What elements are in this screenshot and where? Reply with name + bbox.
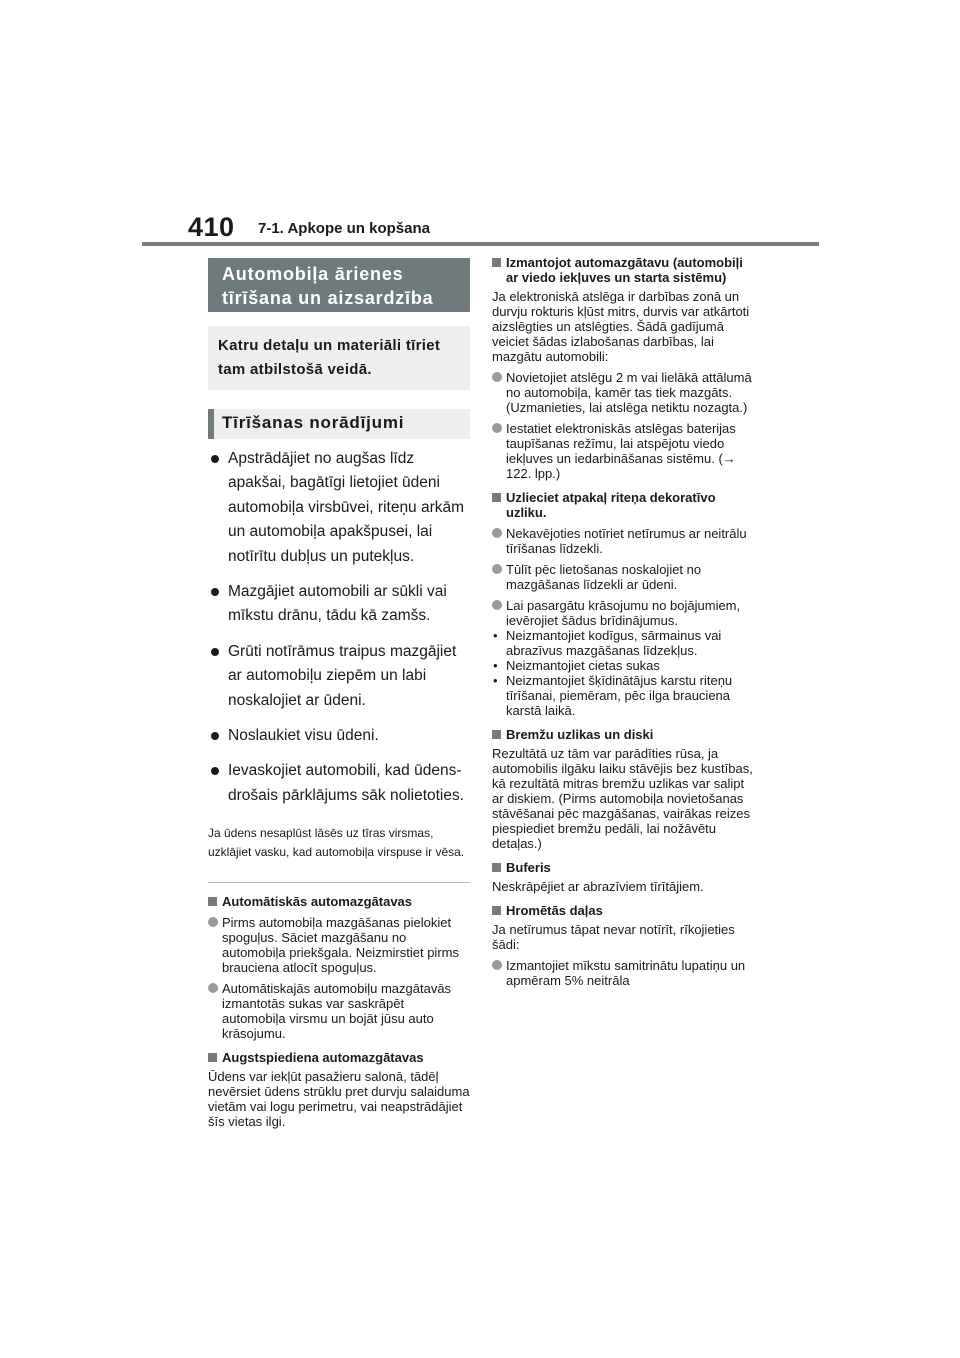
wheel-cover-heading: Uzlieciet atpakaļ riteņa dekoratīvo uzliku. bbox=[492, 490, 758, 520]
bumper-heading: Buferis bbox=[492, 860, 758, 875]
list-item: Ievaskojiet automobili, kad ūdensdrošais pārklājums sāk nolietoties. bbox=[208, 759, 470, 808]
high-pressure-text: Ūdens var iekļūt pasažieru salonā, tādēļ nevērsiet ūdens strūklu pret durvju salaiduma vietām vai logu perimetru, vai neapstrādājiet šīs vietas ilgi. bbox=[208, 1068, 470, 1129]
list-item: Iestatiet elektroniskās atslēgas baterijas taupīšanas režīmu, lai atspējotu viedo iekļuves un iedarbināšanas sistēmu. (→ 122. lpp.) bbox=[492, 421, 758, 481]
chrome-heading: Hromētās daļas bbox=[492, 903, 758, 918]
list-item: Pirms automobiļa mazgāšanas pielokiet spoguļus. Sāciet mazgāšanu no automobiļa priekšgala. Neizmirstiet pirms brauciena atlocīt spoguļus. bbox=[208, 915, 470, 975]
section-title: Automobiļa ārienes tīrīšana un aizsardzība bbox=[208, 258, 470, 312]
header-rule bbox=[142, 242, 819, 246]
brakes-text: Rezultātā uz tām var parādīties rūsa, ja automobilis ilgāku laiku stāvējis bez kustības, kā rezultātā mitras bremžu uzlikas var salipt ar diskiem. (Pirms automobiļa novietošanas stāvēšanai pēc mazgāšanas, vairākas reizes piespiediet bremžu pedāli, lai nožāvētu detaļas.) bbox=[492, 746, 753, 851]
list-item: Nekavējoties notīriet netīrumus ar neitrālu tīrīšanas līdzekli. bbox=[492, 526, 758, 556]
chrome-text: Ja netīrumus tāpat nevar notīrīt, rīkojieties šādi: bbox=[492, 922, 735, 952]
list-item: Izmantojiet mīkstu samitrinātu lupatiņu un apmēram 5% neitrāla bbox=[492, 958, 758, 988]
cleaning-steps-list bbox=[208, 447, 470, 808]
list-item: • Neizmantojiet kodīgus, sārmainus vai abrazīvus mazgāšanas līdzekļus. bbox=[492, 628, 758, 658]
right-column bbox=[492, 255, 758, 988]
wax-note: Ja ūdens nesaplūst lāsēs uz tīras virsmas, uzklājiet vasku, kad automobiļa virspuse ir vēsa. bbox=[208, 825, 465, 859]
bumper-text: Neskrāpējiet ar abrazīviem tīrītājiem. bbox=[492, 879, 704, 894]
notes-left bbox=[208, 894, 470, 1129]
auto-wash-heading: Automātiskās automazgātavas bbox=[208, 894, 470, 909]
list-item: Automātiskajās automobiļu mazgātavās izmantotās sukas var saskrāpēt automobiļa virsmu un bojāt jūsu auto krāsojumu. bbox=[208, 981, 470, 1041]
cleaning-instructions-heading: Tīrīšanas norādījumi bbox=[208, 409, 470, 439]
chapter-title: 7-1. Apkope un kopšana bbox=[258, 220, 430, 237]
brakes-heading: Bremžu uzlikas un diski bbox=[492, 727, 758, 742]
wheel-cover-warnings bbox=[492, 628, 758, 718]
left-column bbox=[208, 258, 470, 1129]
smart-entry-heading: Izmantojot automazgātavu (automobiļi ar viedo iekļuves un starta sistēmu) bbox=[492, 255, 758, 285]
high-pressure-heading: Augstspiediena automazgātavas bbox=[208, 1050, 470, 1065]
list-item: Lai pasargātu krāsojumu no bojājumiem, ievērojiet šādus brīdinājumus. bbox=[492, 598, 758, 628]
list-item: • Neizmantojiet cietas sukas bbox=[492, 658, 758, 673]
list-item: Tūlīt pēc lietošanas noskalojiet no mazgāšanas līdzekli ar ūdeni. bbox=[492, 562, 758, 592]
page-number: 410 bbox=[188, 212, 235, 242]
section-intro: Katru detaļu un materiāli tīriet tam atbilstošā veidā. bbox=[208, 326, 470, 390]
divider bbox=[208, 882, 470, 883]
smart-entry-text: Ja elektroniskā atslēga ir darbības zonā un durvju rokturis kļūst mitrs, durvis var atkārtoti aizslēgties un atslēgties. Šādā gadījumā veiciet šādas izlabošanas darbības, lai mazgātu automobili: bbox=[492, 289, 750, 364]
list-item: • Neizmantojiet šķīdinātājus karstu riteņu tīrīšanai, piemēram, pēc ilga brauciena karstā laikā. bbox=[492, 673, 758, 718]
list-item: Noslaukiet visu ūdeni. bbox=[208, 724, 470, 748]
list-item: Mazgājiet automobili ar sūkli vai mīkstu drānu, tādu kā zamšs. bbox=[208, 580, 470, 629]
list-item: Apstrādājiet no augšas līdz apakšai, bagātīgi lietojiet ūdeni automobiļa virsbūvei, riteņu arkām un automobiļa apakšpusei, lai notīrītu dubļus un putekļus. bbox=[208, 447, 470, 569]
list-item: Grūti notīrāmus traipus mazgājiet ar automobiļu ziepēm un labi noskalojiet ar ūdeni. bbox=[208, 640, 470, 713]
list-item: Novietojiet atslēgu 2 m vai lielākā attālumā no automobiļa, kamēr tas tiek mazgāts. (Uzmanieties, lai atslēga netiktu nozagta.) bbox=[492, 370, 758, 415]
